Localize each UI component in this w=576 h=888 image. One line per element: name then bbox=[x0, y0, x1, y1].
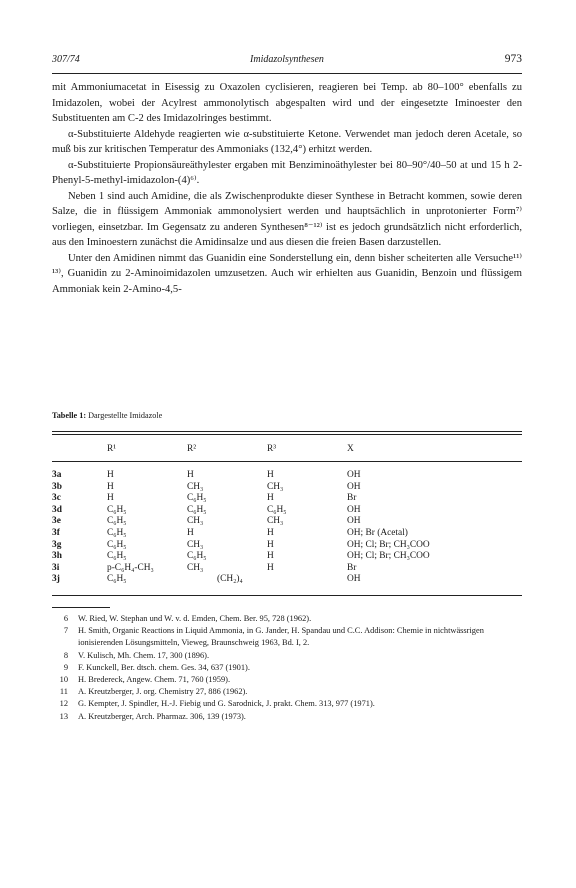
imidazole-table bbox=[52, 440, 522, 586]
paragraph: α-Substituierte Propionsäureäthylester ergaben mit Benziminoäthylester bei 80–90°/40–50 at und 15 h 2-Phenyl-5-methyl-imidazolon-(4)⁶⁾. bbox=[52, 159, 522, 186]
paragraph: Unter den Amidinen nimmt das Guanidin eine Sonderstellung ein, denn bisher scheiterten alle Versuche¹¹⁾¹³⁾, Guanidin zu 2-Aminoimidazolen umzusetzen. Auch wir erhielten aus Guanidin, Benzoin und flüssigem Ammoniak kein 2-Amino-4,5- bbox=[52, 252, 522, 295]
table-caption-text: Dargestellte Imidazole bbox=[88, 411, 163, 420]
table-row bbox=[52, 528, 522, 540]
footnote-text: A. Kreutzberger, Arch. Pharmaz. 306, 139 (1973). bbox=[78, 711, 246, 721]
table-cell: H bbox=[267, 539, 274, 550]
table-cell: (CH₂)₄ bbox=[217, 574, 243, 585]
footnote-text: H. Bredereck, Angew. Chem. 71, 760 (1959). bbox=[78, 675, 231, 685]
table-row bbox=[52, 470, 522, 482]
body-text bbox=[52, 80, 522, 297]
footnote-text: H. Smith, Organic Reactions in Liquid Ammonia, in G. Jander, H. Spandau und C.C. Addison: Chemie in nichtwässrigen ionisierenden Lösungsmitteln, Vieweg, Braunschweig 1963, Bd. I, 2. bbox=[78, 626, 484, 648]
table-header-cell: R¹ bbox=[107, 444, 117, 454]
compound-id: 3f bbox=[52, 527, 60, 538]
footnote-number: 10 bbox=[59, 675, 68, 685]
compound-id: 3a bbox=[52, 470, 62, 480]
table-cell: C₆H₅ bbox=[107, 527, 127, 538]
footnote-text: G. Kempter, J. Spindler, H.-J. Fiebig und G. Sarodnick, J. prakt. Chem. 313, 977 (1971). bbox=[78, 699, 375, 709]
footnote bbox=[52, 650, 522, 662]
footnote bbox=[52, 662, 522, 674]
table-cell: CH₃ bbox=[267, 481, 284, 492]
table-cell: OH bbox=[347, 574, 361, 585]
table-cell: H bbox=[107, 493, 114, 504]
paragraph: α-Substituierte Aldehyde reagierten wie α-substituierte Ketone. Verwendet man jedoch deren Acetale, so muß bis zur kritischen Temperatur des Ammoniaks (132,4°) erhitzt werden. bbox=[52, 128, 522, 155]
footnote-text: W. Ried, W. Stephan und W. v. d. Emden, Chem. Ber. 95, 728 (1962). bbox=[78, 614, 312, 623]
compound-id: 3b bbox=[52, 481, 62, 492]
table-cell: OH bbox=[347, 470, 361, 480]
footnote-number: 12 bbox=[59, 699, 68, 709]
table-row bbox=[52, 493, 522, 505]
table-cell: p-C₆H₄-CH₃ bbox=[107, 562, 154, 573]
table-cell: H bbox=[187, 527, 194, 538]
table-bottom-rule bbox=[52, 595, 522, 596]
table-row bbox=[52, 574, 522, 586]
compound-id: 3i bbox=[52, 562, 60, 573]
table-cell: OH bbox=[347, 481, 361, 492]
header-issue: 307/74 bbox=[52, 54, 80, 65]
footnote-number: 7 bbox=[63, 626, 68, 636]
paragraph: mit Ammoniumacetat in Eisessig zu Oxazolen cyclisieren, reagieren bei Temp. ab 80–100° ebenfalls zu Imidazolen, wobei der Acylrest ammonolytisch abgespalten wird und der eingesetzte Iminoester den Substituenten am C-2 des Imidazolringes bestimmt. bbox=[52, 82, 522, 124]
table-cell: Br bbox=[347, 562, 357, 573]
table-row bbox=[52, 551, 522, 563]
table-cell: C₆H₅ bbox=[187, 504, 207, 515]
table-cell: C₆H₅ bbox=[107, 539, 127, 550]
footnote-rule bbox=[52, 607, 110, 608]
footnote-number: 11 bbox=[59, 687, 68, 697]
table-row bbox=[52, 516, 522, 528]
table-cell: CH₃ bbox=[187, 481, 204, 492]
footnote-number: 6 bbox=[63, 614, 68, 623]
table-cell: CH₃ bbox=[187, 516, 204, 527]
table-cell: C₆H₅ bbox=[107, 551, 127, 562]
table-cell: H bbox=[267, 551, 274, 562]
compound-id: 3h bbox=[52, 551, 62, 562]
footnote-number: 13 bbox=[59, 711, 68, 721]
table-top-rule bbox=[52, 431, 522, 432]
table-row bbox=[52, 482, 522, 494]
footnote bbox=[52, 711, 522, 723]
table-cell: OH bbox=[347, 504, 361, 515]
table-cell: C₆H₅ bbox=[107, 574, 127, 585]
table-row bbox=[52, 505, 522, 517]
table-cell: CH₃ bbox=[267, 516, 284, 527]
compound-id: 3j bbox=[52, 574, 60, 585]
table-cell: Br bbox=[347, 493, 357, 504]
table-cell: OH bbox=[347, 516, 361, 527]
table-top-rule-double bbox=[52, 434, 522, 435]
table-cell: H bbox=[107, 481, 114, 492]
table-cell: H bbox=[267, 493, 274, 504]
footnotes bbox=[52, 613, 522, 723]
table-cell: H bbox=[267, 527, 274, 538]
table-cell: C₆H₅ bbox=[107, 504, 127, 515]
footnote-text: V. Kulisch, Mh. Chem. 17, 300 (1896). bbox=[78, 650, 210, 660]
table-cell: H bbox=[267, 562, 274, 573]
table-header-cell: R³ bbox=[267, 444, 277, 454]
footnote bbox=[52, 674, 522, 686]
table-header-cell: X bbox=[347, 444, 354, 454]
footnote bbox=[52, 686, 522, 698]
table-cell: C₆H₅ bbox=[107, 516, 127, 527]
paragraph: Neben 1 sind auch Amidine, die als Zwischenprodukte dieser Synthese in Betracht kommen, sowie deren Salze, die in flüssigem Ammoniak ammonolysiert werden und hauptsächlich in unprotonierter Form⁷⁾ vorliegen, einsetzbar. Im Gegensatz zu anderen Synthesen⁸⁻¹²⁾ ist es jedoch grundsätzlich nicht erforderlich, aus den Iminoestern zunächst die Amidinsalze und aus diesen die freien Basen darzustellen. bbox=[52, 190, 522, 248]
table-cell: H bbox=[267, 470, 274, 480]
table-cell: H bbox=[107, 470, 114, 480]
table-cell: H bbox=[187, 470, 194, 480]
table-caption bbox=[52, 411, 162, 420]
table-cell: OH; Cl; Br; CH₃COO bbox=[347, 551, 430, 562]
compound-id: 3g bbox=[52, 539, 62, 550]
table-cell: OH; Br (Acetal) bbox=[347, 527, 408, 538]
page-number: 973 bbox=[504, 53, 522, 65]
header-rule bbox=[52, 73, 522, 74]
table-cell: C₆H₅ bbox=[267, 504, 287, 515]
table-cell: OH; Cl; Br; CH₃COO bbox=[347, 539, 430, 550]
table-caption-label: Tabelle 1: bbox=[52, 411, 87, 420]
footnote bbox=[52, 625, 522, 649]
footnote-text: A. Kreutzberger, J. org. Chemistry 27, 886 (1962). bbox=[78, 687, 248, 697]
table-row bbox=[52, 540, 522, 552]
table-header-cell: R² bbox=[187, 444, 197, 454]
table-cell: CH₃ bbox=[187, 539, 204, 550]
footnote bbox=[52, 613, 522, 625]
table-header-row bbox=[52, 440, 522, 462]
header-title: Imidazolsynthesen bbox=[250, 54, 324, 65]
footnote-number: 9 bbox=[63, 662, 68, 672]
compound-id: 3c bbox=[52, 493, 61, 504]
table-row bbox=[52, 563, 522, 575]
table-cell: CH₃ bbox=[187, 562, 204, 573]
running-header bbox=[52, 54, 522, 70]
table-cell: C₆H₅ bbox=[187, 493, 207, 504]
footnote-number: 8 bbox=[63, 650, 68, 660]
footnote bbox=[52, 698, 522, 710]
table-header-cell bbox=[52, 440, 107, 462]
footnote-text: F. Kunckell, Ber. dtsch. chem. Ges. 34, 637 (1901). bbox=[78, 662, 250, 672]
compound-id: 3d bbox=[52, 504, 62, 515]
compound-id: 3e bbox=[52, 516, 61, 527]
table-cell: C₆H₅ bbox=[187, 551, 207, 562]
